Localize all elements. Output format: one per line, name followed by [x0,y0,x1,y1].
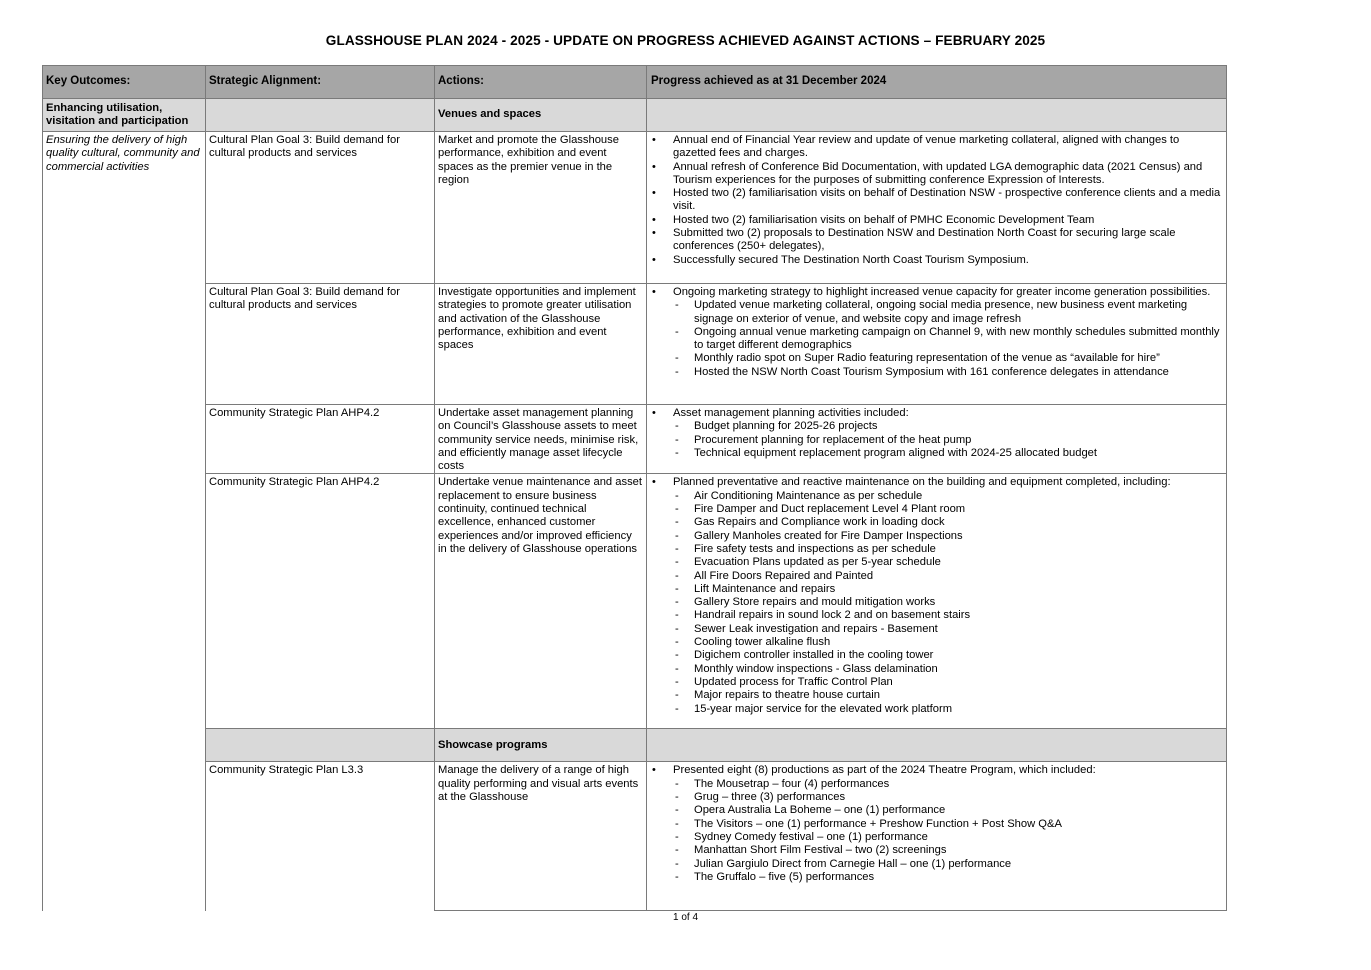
sub-list-item: - Hosted the NSW North Coast Tourism Symposium with 161 conference delegates in attendance [673,366,1223,379]
sub-list-item: - Grug – three (3) performances [673,791,1223,804]
sub-list [673,299,1223,379]
sub-list-item: - Updated venue marketing collateral, ongoing social media presence, new business event marketing signage on exterior of venue, and website copy and image refresh [673,299,1223,326]
action-cell: Manage the delivery of a range of high quality performing and visual arts events at the Glasshouse [435,762,647,911]
alignment-cell: Cultural Plan Goal 3: Build demand for cultural products and services [206,132,435,284]
list-item [650,764,1223,884]
list-item [650,286,1223,379]
alignment-cell: Community Strategic Plan AHP4.2 [206,405,435,474]
alignment-cell: Cultural Plan Goal 3: Build demand for cultural products and services [206,284,435,405]
sub-list-item: - Manhattan Short Film Festival – two (2) screenings [673,844,1223,857]
list-item-text: Ongoing marketing strategy to highlight increased venue capacity for greater income generation possibilities. [673,286,1211,298]
progress-list [650,134,1223,267]
list-item: • Hosted two (2) familiarisation visits on behalf of PMHC Economic Development Team [650,214,1223,227]
sub-list-item: - Ongoing annual venue marketing campaign on Channel 9, with new monthly schedules submitted monthly to target different demographics [673,326,1223,353]
list-item [650,407,1223,460]
table-row [43,284,1227,405]
header-key-outcomes: Key Outcomes: [43,66,206,99]
section-blank [647,99,1227,132]
list-item: • Hosted two (2) familiarisation visits on behalf of Destination NSW - prospective conference clients and a media visit. [650,187,1223,214]
sub-list-item: - Air Conditioning Maintenance as per schedule [673,490,1223,503]
sub-list-item: - Cooling tower alkaline flush [673,636,1223,649]
sub-list [673,490,1223,716]
sub-list [673,778,1223,884]
alignment-cell: Community Strategic Plan AHP4.2 [206,474,435,729]
sub-list-item: - Opera Australia La Boheme – one (1) performance [673,804,1223,817]
list-item-text: Presented eight (8) productions as part of the 2024 Theatre Program, which included: [673,764,1096,777]
key-outcome-description: Ensuring the delivery of high quality cultural, community and commercial activities [43,132,206,911]
action-cell: Undertake venue maintenance and asset replacement to ensure business continuity, continued technical excellence, enhanced customer experiences and/or improved efficiency in the delivery of Glasshouse operations [435,474,647,729]
sub-list-item: - The Mousetrap – four (4) performances [673,778,1223,791]
alignment-cell: Community Strategic Plan L3.3 [206,762,435,911]
table-header-row [43,66,1227,99]
list-item [650,476,1223,715]
header-actions: Actions: [435,66,647,99]
section-blank [206,99,435,132]
sub-list-item: - Lift Maintenance and repairs [673,583,1223,596]
progress-cell [647,284,1227,405]
section-blank [206,729,435,762]
list-item-text: Asset management planning activities included: [673,407,909,419]
sub-list-item: - Evacuation Plans updated as per 5-year schedule [673,556,1223,569]
list-item-text: Planned preventative and reactive maintenance on the building and equipment completed, including: [673,476,1171,489]
action-cell: Market and promote the Glasshouse performance, exhibition and event spaces as the premier venue in the region [435,132,647,284]
section-row-showcase [43,729,1227,762]
sub-list-item: - Major repairs to theatre house curtain [673,689,1223,702]
sub-list-item: - Procurement planning for replacement of the heat pump [673,434,1223,447]
sub-list-item: - Handrail repairs in sound lock 2 and on basement stairs [673,609,1223,622]
list-item: • Successfully secured The Destination North Coast Tourism Symposium. [650,254,1223,267]
list-item: • Submitted two (2) proposals to Destination NSW and Destination North Coast for securing large scale conferences (250+ delegates), [650,227,1223,254]
sub-list-item: - Sydney Comedy festival – one (1) performance [673,831,1223,844]
table-row [43,762,1227,911]
section-title-showcase: Showcase programs [435,729,647,762]
table-row [43,405,1227,474]
sub-list-item: - 15-year major service for the elevated work platform [673,703,1223,716]
progress-table [42,65,1227,911]
sub-list-item: - Updated process for Traffic Control Plan [673,676,1223,689]
sub-list-item: - Gallery Manholes created for Fire Damper Inspections [673,530,1223,543]
sub-list-item: - Budget planning for 2025-26 projects [673,420,1223,433]
progress-cell [647,474,1227,729]
key-outcome-title: Enhancing utilisation, visitation and participation [43,99,206,132]
progress-cell [647,405,1227,474]
sub-list-item: - Technical equipment replacement program aligned with 2024-25 allocated budget [673,447,1223,460]
sub-list-item: - All Fire Doors Repaired and Painted [673,570,1223,583]
sub-list-item: - Digichem controller installed in the cooling tower [673,649,1223,662]
sub-list-item: - Fire safety tests and inspections as per schedule [673,543,1223,556]
section-title-venues: Venues and spaces [435,99,647,132]
header-strategic-alignment: Strategic Alignment: [206,66,435,99]
action-cell: Undertake asset management planning on Council’s Glasshouse assets to meet community service needs, minimise risk, and efficiently manage asset lifecycle costs [435,405,647,474]
list-item: • Annual end of Financial Year review and update of venue marketing collateral, aligned with changes to gazetted fees and charges. [650,134,1223,161]
table-row [43,132,1227,284]
header-progress: Progress achieved as at 31 December 2024 [647,66,1227,99]
page-number: 1 of 4 [672,912,699,923]
sub-list-item: - The Gruffalo – five (5) performances [673,871,1223,884]
sub-list-item: - Julian Gargiulo Direct from Carnegie Hall – one (1) performance [673,858,1223,871]
sub-list-item: - Sewer Leak investigation and repairs - Basement [673,623,1223,636]
table-row [43,474,1227,729]
sub-list [673,420,1223,460]
progress-list [650,764,1223,884]
sub-list-item: - Fire Damper and Duct replacement Level 4 Plant room [673,503,1223,516]
document-title: GLASSHOUSE PLAN 2024 - 2025 - UPDATE ON PROGRESS ACHIEVED AGAINST ACTIONS – FEBRUARY 2025 [325,33,1046,48]
progress-cell [647,132,1227,284]
sub-list-item: - Monthly radio spot on Super Radio featuring representation of the venue as “available for hire” [673,352,1223,365]
action-cell: Investigate opportunities and implement strategies to promote greater utilisation and activation of the Glasshouse performance, exhibition and event spaces [435,284,647,405]
progress-list [650,286,1223,379]
sub-list-item: - Gallery Store repairs and mould mitigation works [673,596,1223,609]
list-item: • Annual refresh of Conference Bid Documentation, with updated LGA demographic data (2021 Census) and Tourism experiences for the purposes of submitting conference Expression of Interests. [650,161,1223,188]
progress-list [650,476,1223,715]
sub-list-item: - The Visitors – one (1) performance + Preshow Function + Post Show Q&A [673,818,1223,831]
sub-list-item: - Gas Repairs and Compliance work in loading dock [673,516,1223,529]
sub-list-item: - Monthly window inspections - Glass delamination [673,663,1223,676]
section-blank [647,729,1227,762]
progress-cell [647,762,1227,911]
section-row-venues [43,99,1227,132]
progress-list [650,407,1223,460]
